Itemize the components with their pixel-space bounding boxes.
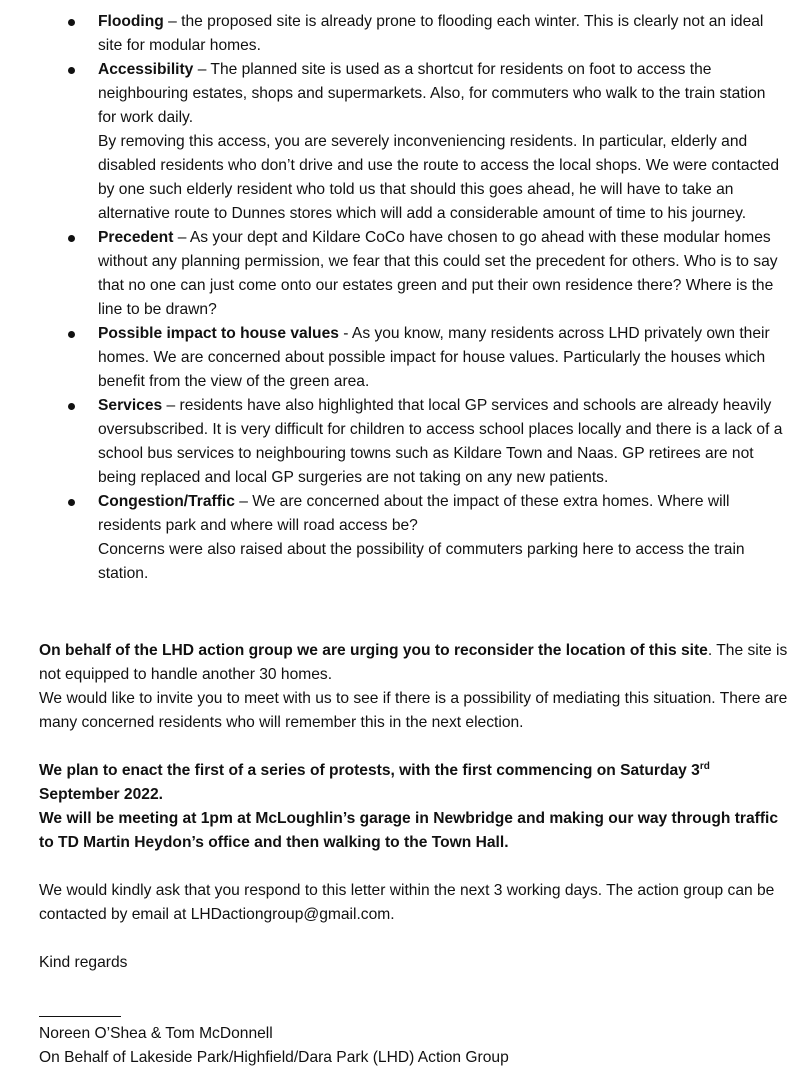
bullet-body: – the proposed site is already prone to flooding each winter. This is clearly not an ideal site for modular homes. xyxy=(98,13,764,54)
protest-route: We will be meeting at 1pm at McLoughlin’s garage in Newbridge and making our way through traffic to TD Martin Heydon’s office and then walking to the Town Hall. xyxy=(39,810,779,851)
response-request: We would kindly ask that you respond to this letter within the next 3 working days. The action group can be contacted by email at LHDactiongroup@gmail.com. xyxy=(39,882,775,923)
bullet-heading: Accessibility xyxy=(98,61,194,78)
protest-paragraph xyxy=(39,759,789,855)
bullet-dot xyxy=(68,235,75,242)
signature-block xyxy=(39,1022,789,1070)
bullet-flooding xyxy=(0,10,801,58)
bullet-body: – As your dept and Kildare CoCo have chosen to go ahead with these modular homes without any planning permission, we fear that this could set the precedent for others. Who is to say that no one can just come onto our estates green and put their own residence there? Where is the line to be drawn? xyxy=(98,229,778,318)
bullet-heading: Flooding xyxy=(98,13,164,30)
bullet-services xyxy=(0,394,801,490)
concerns-list xyxy=(0,10,801,586)
bullet-dot xyxy=(68,331,75,338)
bullet-text xyxy=(98,322,783,394)
bullet-congestion xyxy=(0,490,801,586)
bullet-heading: Possible impact to house values xyxy=(98,325,339,342)
protest-date-month: September 2022. xyxy=(39,786,163,803)
protest-line2 xyxy=(39,807,789,855)
bullet-heading: Congestion/Traffic xyxy=(98,493,235,510)
bullet-dot xyxy=(68,19,75,26)
urging-paragraph xyxy=(39,639,789,735)
bullet-text xyxy=(98,226,783,322)
bullet-body: – residents have also highlighted that local GP services and schools are already heavily oversubscribed. It is very difficult for children to access school places locally and there is a lack of a school bus services to neighbouring towns such as Kildare Town and Naas. GP retirees are not being replaced and local GP surgeries are not taking on any new patients. xyxy=(98,397,783,486)
bullet-heading: Precedent xyxy=(98,229,174,246)
signatory-organisation: On Behalf of Lakeside Park/Highfield/Dara Park (LHD) Action Group xyxy=(39,1049,509,1066)
urging-bold: On behalf of the LHD action group we are urging you to reconsider the location of this site xyxy=(39,642,708,659)
bullet-dot xyxy=(68,403,75,410)
kind-regards: Kind regards xyxy=(39,954,128,971)
signatory-names: Noreen O’Shea & Tom McDonnell xyxy=(39,1025,273,1042)
bullet-dot xyxy=(68,67,75,74)
meeting-invite: We would like to invite you to meet with us to see if there is a possibility of mediating this situation. There are many concerned residents who will remember this in the next election. xyxy=(39,690,788,731)
protest-date-text: We plan to enact the first of a series of protests, with the first commencing on Saturday 3 xyxy=(39,762,700,779)
signature-line xyxy=(39,1016,121,1017)
bullet-text xyxy=(98,58,783,130)
response-paragraph xyxy=(39,879,789,927)
bullet-text xyxy=(98,10,783,58)
urging-text xyxy=(39,639,789,687)
bullet-text xyxy=(98,394,783,490)
bullet-precedent xyxy=(0,226,801,322)
date-ordinal: rd xyxy=(699,760,710,772)
protest-line1 xyxy=(39,759,789,807)
bullet-house-values xyxy=(0,322,801,394)
bullet-extra: Concerns were also raised about the possibility of commuters parking here to access the train station. xyxy=(98,541,745,582)
bullet-heading: Services xyxy=(98,397,163,414)
bullet-text xyxy=(98,490,783,538)
bullet-dot xyxy=(68,499,75,506)
urging-rest: . The site is not equipped to handle another 30 homes. xyxy=(39,642,788,683)
closing xyxy=(39,951,789,975)
bullet-body: – We are concerned about the impact of these extra homes. Where will residents park and where will road access be? xyxy=(98,493,730,534)
bullet-accessibility xyxy=(0,58,801,226)
bullet-body: - As you know, many residents across LHD privately own their homes. We are concerned about possible impact for house values. Particularly the houses which benefit from the view of the green area. xyxy=(98,325,770,390)
bullet-body: – The planned site is used as a shortcut for residents on foot to access the neighbouring estates, shops and supermarkets. Also, for commuters who walk to the train station for work daily. xyxy=(98,61,766,126)
bullet-extra: By removing this access, you are severely inconveniencing residents. In particular, elderly and disabled residents who don’t drive and use the route to access the local shops. We were contacted by one such elderly resident who told us that should this goes ahead, he will have to take an alternative route to Dunnes stores which will add a considerable amount of time to his journey. xyxy=(98,133,780,222)
